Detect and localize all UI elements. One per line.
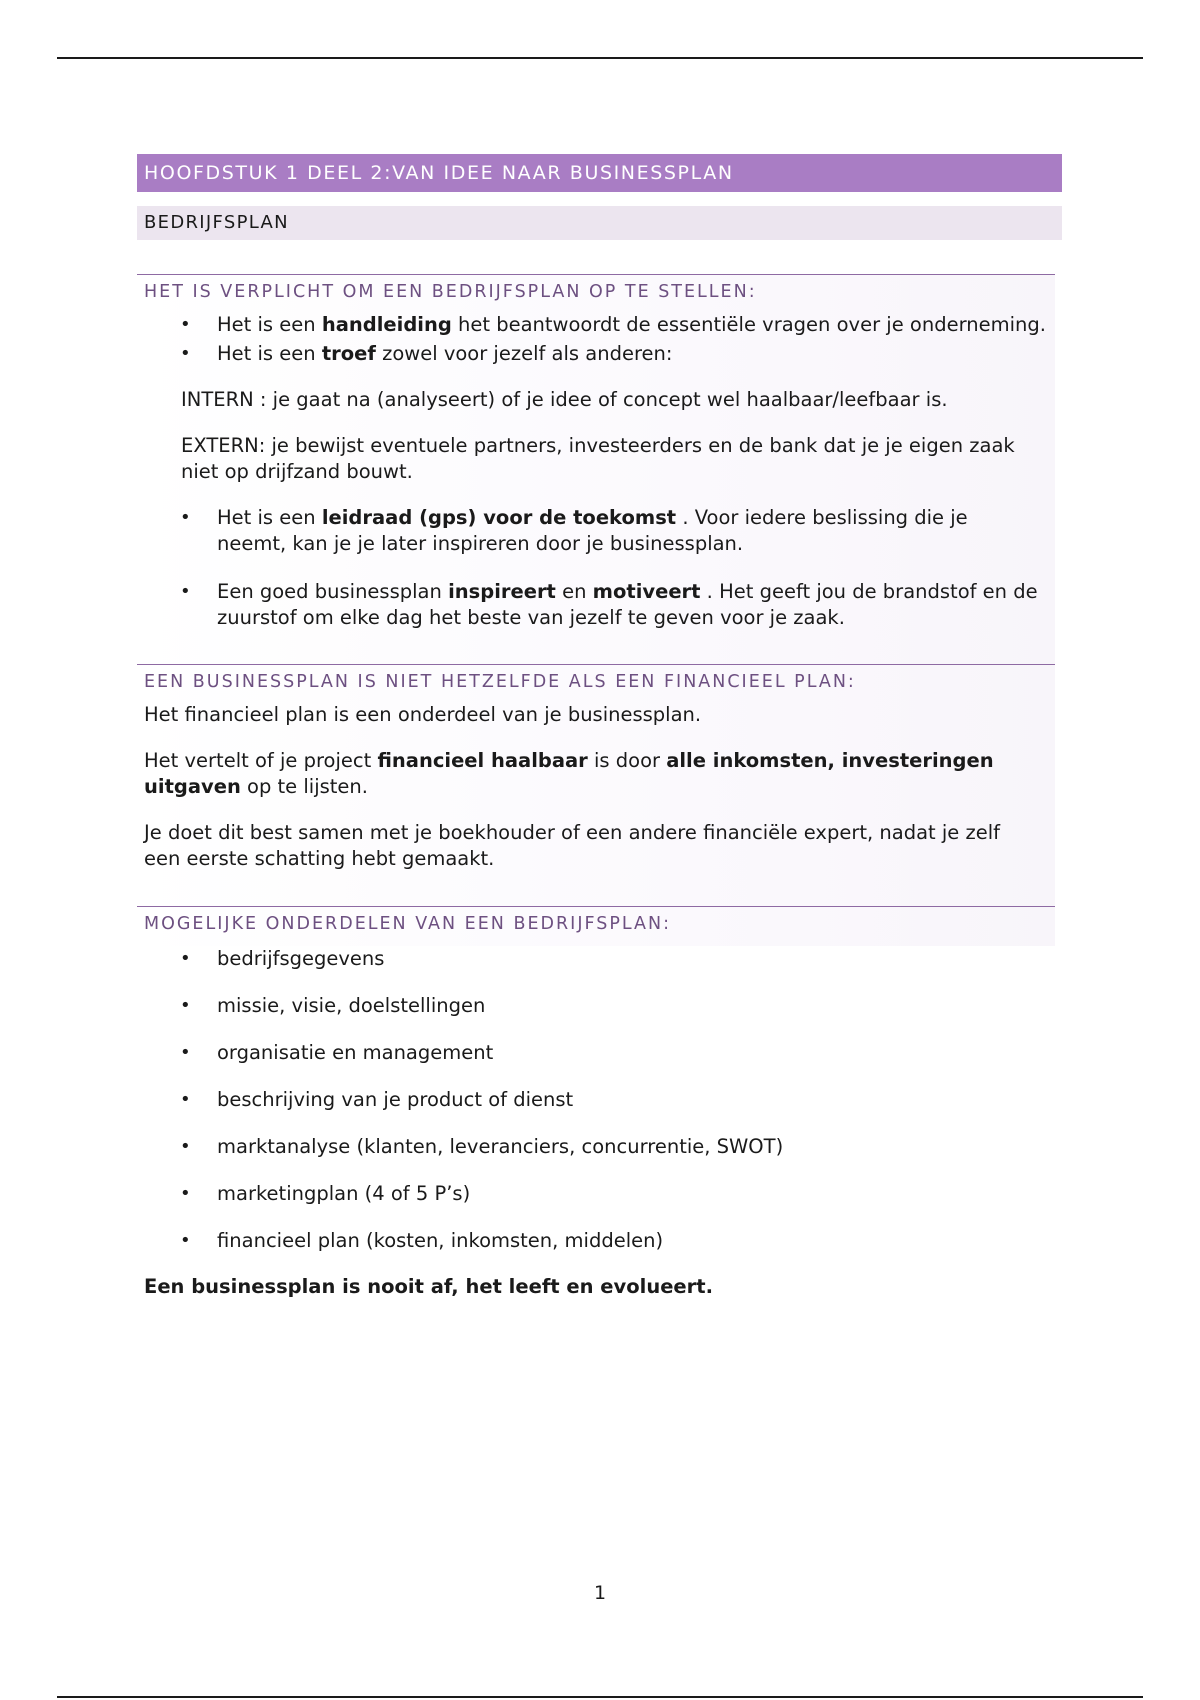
closing-statement: Een businessplan is nooit af, het leeft en evolueert. (144, 1275, 714, 1298)
subsection-title: HET IS VERPLICHT OM EEN BEDRIJFSPLAN OP TE STELLEN: (137, 274, 1055, 302)
intern-paragraph: INTERN : je gaat na (analyseert) of je idee of concept wel haalbaar/leefbaar is. (181, 388, 948, 411)
list-item: • Een goed businessplan inspireert en motiveert . Het geeft jou de brandstof en de zuurstof om elke dag het beste van jezelf te geven voor je zaak. (137, 579, 1062, 631)
list-item: • marktanalyse (klanten, leveranciers, concurrentie, SWOT) (137, 1134, 1062, 1160)
section-verplicht (137, 274, 1062, 664)
list-item: • organisatie en management (137, 1040, 1062, 1066)
section-heading: BEDRIJFSPLAN (137, 206, 1062, 240)
list-item: • Het is een troef zowel voor jezelf als anderen: (137, 341, 1062, 367)
paragraph: Je doet dit best samen met je boekhouder of een andere financiële expert, nadat je zelf een eerste schatting hebt gemaakt. (144, 821, 1001, 870)
bullet-list (137, 505, 1062, 631)
subsection-title: EEN BUSINESSPLAN IS NIET HETZELFDE ALS EEN FINANCIEEL PLAN: (137, 664, 1055, 692)
list-item: • Het is een handleiding het beantwoordt de essentiële vragen over je onderneming. (137, 312, 1062, 338)
list-item: • Het is een leidraad (gps) voor de toekomst . Voor iedere beslissing die je neemt, kan je je later inspireren door je businessplan. (137, 505, 1062, 557)
paragraph: Het vertelt of je project financieel haalbaar is door alle inkomsten, investeringen uitgaven op te lijsten. (144, 749, 994, 798)
page-number: 1 (593, 1582, 607, 1604)
chapter-heading: HOOFDSTUK 1 DEEL 2:VAN IDEE NAAR BUSINESSPLAN (137, 154, 1062, 192)
footer-rule (57, 1696, 1143, 1698)
bullet-list (137, 946, 1062, 1254)
list-item: • bedrijfsgegevens (137, 946, 1062, 972)
document-body (137, 154, 1062, 1300)
section-onderdelen (137, 906, 1062, 1300)
list-item: • missie, visie, doelstellingen (137, 993, 1062, 1019)
extern-paragraph: EXTERN: je bewijst eventuele partners, investeerders en de bank dat je je eigen zaak niet op drijfzand bouwt. (181, 434, 1015, 483)
list-item: • financieel plan (kosten, inkomsten, middelen) (137, 1228, 1062, 1254)
header-rule (57, 57, 1143, 59)
bullet-list (137, 312, 1062, 367)
subsection-title: MOGELIJKE ONDERDELEN VAN EEN BEDRIJFSPLAN: (137, 906, 1055, 934)
list-item: • beschrijving van je product of dienst (137, 1087, 1062, 1113)
section-financieel (137, 664, 1062, 906)
paragraph: Het financieel plan is een onderdeel van je businessplan. (144, 703, 702, 726)
list-item: • marketingplan (4 of 5 P’s) (137, 1181, 1062, 1207)
